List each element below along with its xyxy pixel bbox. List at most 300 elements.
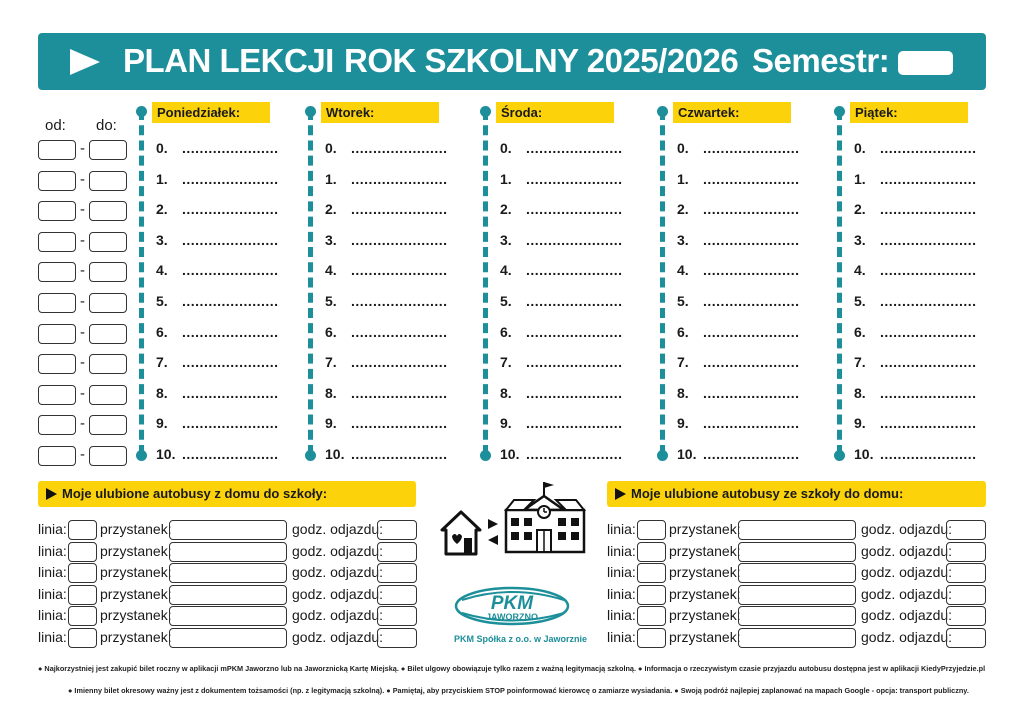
lesson-slot[interactable] [156,354,286,370]
lesson-slot[interactable] [500,232,630,248]
lesson-entry-line: ...................... [351,140,448,156]
lesson-number: 2. [854,201,866,218]
lesson-slot[interactable] [854,324,984,340]
lesson-slot[interactable] [156,415,286,431]
line-field[interactable] [68,520,97,540]
departure-label: godz. odjazdu: [292,629,384,645]
lesson-entry-line: ...................... [182,140,279,156]
lesson-entry-line: ...................... [880,415,977,432]
line-field[interactable] [637,563,666,583]
lesson-slot[interactable] [854,354,984,370]
line-field[interactable] [68,585,97,605]
departure-field[interactable] [377,520,417,540]
time-dash: - [80,293,85,310]
lesson-entry-line: ...................... [880,140,977,156]
lesson-entry-line: ...................... [182,323,279,340]
lesson-number: 9. [854,415,866,432]
lesson-number: 5. [677,293,689,309]
departure-field[interactable] [377,585,417,605]
day-header: Środa: [496,102,614,123]
lesson-entry-line: ...................... [351,262,448,279]
start-time-field[interactable] [38,171,76,191]
end-time-field[interactable] [89,446,127,466]
stop-field[interactable] [169,606,287,626]
school-icon [504,480,586,554]
time-slot-row [38,415,130,437]
line-field[interactable] [637,606,666,626]
time-dash: - [80,170,85,188]
day-column [305,100,455,465]
timeline-dot [305,106,316,117]
start-time-field[interactable] [38,354,76,374]
departure-label: godz. odjazdu: [861,629,953,645]
timeline-dot [480,106,491,117]
lesson-number: 10. [677,446,697,462]
lesson-number: 4. [677,262,689,279]
stop-label: przystanek: [669,607,741,624]
lesson-number: 4. [854,262,866,279]
start-time-field[interactable] [38,140,76,160]
departure-field[interactable] [946,563,986,583]
lesson-entry-line: ...................... [703,354,800,371]
footnote-line-2: ● Imienny bilet okresowy ważny jest z dokumentem tożsamości (np. z legitymacją szkolną). ● Pamiętaj, aby przyciskiem STOP poinformować kierowcę o zamiarze wysiadania. ● Swoją podróż najlepiej zaplanować na mapach Google - opcja: transport publiczny. [68,686,969,695]
lesson-slot[interactable] [156,171,286,187]
lesson-slot[interactable] [854,201,984,217]
lesson-entry-line: ...................... [703,415,800,432]
lesson-entry-line: ...................... [703,323,800,340]
lesson-slot[interactable] [677,385,807,401]
stop-field[interactable] [738,628,856,648]
start-time-field[interactable] [38,446,76,466]
timeline-dot [136,106,147,117]
lesson-slot[interactable] [677,201,807,217]
end-time-field[interactable] [89,293,127,313]
lesson-number: 8. [156,384,168,401]
lesson-number: 6. [156,323,168,340]
line-field[interactable] [68,542,97,562]
lesson-number: 7. [500,354,512,371]
timeline-dot [136,450,147,461]
bus-row-left [38,520,418,541]
lesson-slot[interactable] [325,262,455,278]
end-time-field[interactable] [89,262,127,282]
lesson-entry-line: ...................... [526,323,623,340]
lesson-number: 6. [325,323,337,340]
lesson-entry-line: ...................... [182,231,279,248]
stop-field[interactable] [738,563,856,583]
lesson-number: 5. [156,293,168,309]
lesson-number: 9. [677,415,689,432]
timeline-dot [480,450,491,461]
to-label: do: [96,117,117,134]
stop-field[interactable] [169,520,287,540]
stop-label: przystanek: [669,564,741,581]
svg-text:JAWORZNO: JAWORZNO [485,612,539,622]
start-time-field[interactable] [38,385,76,405]
timeline-line [308,110,313,455]
time-slot-row [38,293,130,315]
lesson-slot[interactable] [156,324,286,340]
lesson-entry-line: ...................... [526,384,623,401]
lesson-number: 3. [677,231,689,248]
lesson-slot[interactable] [677,415,807,431]
lesson-entry-line: ...................... [182,293,279,309]
line-field[interactable] [637,628,666,648]
lesson-slot[interactable] [677,446,807,462]
stop-field[interactable] [169,585,287,605]
lesson-entry-line: ...................... [182,262,279,279]
lesson-entry-line: ...................... [880,231,977,248]
lesson-slot[interactable] [325,232,455,248]
lesson-slot[interactable] [677,354,807,370]
lesson-entry-line: ...................... [526,446,623,462]
lesson-slot[interactable] [854,415,984,431]
end-time-field[interactable] [89,171,127,191]
lesson-slot[interactable] [500,354,630,370]
lesson-entry-line: ...................... [703,231,800,248]
stop-label: przystanek: [100,542,172,559]
line-label: linia: [38,521,67,537]
lesson-number: 8. [854,384,866,401]
start-time-field[interactable] [38,415,76,435]
lesson-slot[interactable] [500,446,630,462]
lesson-entry-line: ...................... [526,293,623,309]
lesson-entry-line: ...................... [526,262,623,279]
line-field[interactable] [637,585,666,605]
lesson-entry-line: ...................... [351,323,448,340]
lesson-number: 0. [156,140,168,156]
lesson-number: 2. [500,201,512,218]
lesson-number: 0. [325,140,337,156]
lesson-entry-line: ...................... [182,201,279,218]
lesson-number: 8. [500,384,512,401]
stop-field[interactable] [169,563,287,583]
departure-label: godz. odjazdu: [861,542,953,559]
departure-label: godz. odjazdu: [292,607,384,624]
lesson-entry-line: ...................... [703,201,800,218]
day-column [657,100,807,465]
lesson-slot[interactable] [500,201,630,217]
lesson-number: 6. [677,323,689,340]
lesson-slot[interactable] [677,171,807,187]
bus-row-left [38,585,418,606]
bus-school-to-home-header: Moje ulubione autobusy ze szkoły do domu: [607,481,986,507]
stop-label: przystanek: [669,629,741,645]
day-column [834,100,984,465]
lesson-number: 7. [677,354,689,371]
arrow-icon [615,488,626,500]
time-dash: - [80,201,85,219]
lesson-entry-line: ...................... [351,384,448,401]
start-time-field[interactable] [38,262,76,282]
lesson-number: 10. [156,446,176,462]
lesson-slot[interactable] [854,232,984,248]
lesson-slot[interactable] [325,324,455,340]
departure-field[interactable] [946,585,986,605]
lesson-number: 10. [500,446,520,462]
time-slot-row [38,232,130,254]
stop-field[interactable] [738,520,856,540]
day-column [136,100,286,465]
lesson-entry-line: ...................... [351,415,448,432]
lesson-number: 10. [325,446,345,462]
lesson-entry-line: ...................... [351,201,448,218]
lesson-number: 7. [854,354,866,371]
line-field[interactable] [68,606,97,626]
page-title: PLAN LEKCJI [123,42,334,79]
timeline-line [139,110,144,455]
departure-field[interactable] [377,628,417,648]
line-field[interactable] [68,628,97,648]
stop-label: przystanek: [100,629,172,645]
lesson-slot[interactable] [677,262,807,278]
lesson-entry-line: ...................... [703,262,800,279]
stop-field[interactable] [738,542,856,562]
lesson-entry-line: ...................... [880,384,977,401]
lesson-number: 8. [677,384,689,401]
lesson-slot[interactable] [500,140,630,156]
lesson-slot[interactable] [325,201,455,217]
arrow-icon [46,488,57,500]
lesson-number: 0. [677,140,689,156]
bus-row-right [607,520,987,541]
lesson-entry-line: ...................... [182,170,279,187]
start-time-field[interactable] [38,232,76,252]
start-time-field[interactable] [38,324,76,344]
lesson-slot[interactable] [500,415,630,431]
lesson-slot[interactable] [325,415,455,431]
lesson-slot[interactable] [500,171,630,187]
lesson-slot[interactable] [854,446,984,462]
lesson-number: 1. [677,170,689,187]
svg-text:PKM: PKM [490,593,534,614]
lesson-slot[interactable] [325,140,455,156]
end-time-field[interactable] [89,415,127,435]
lesson-entry-line: ...................... [703,170,800,187]
lesson-entry-line: ...................... [880,262,977,279]
line-field[interactable] [68,563,97,583]
bus-row-right [607,563,987,584]
day-header: Poniedziałek: [152,102,270,123]
lesson-number: 4. [325,262,337,279]
semester-field[interactable] [898,51,953,75]
bus-row-left [38,628,418,649]
timeline-dot [834,450,845,461]
start-time-field[interactable] [38,201,76,221]
lesson-entry-line: ...................... [351,446,448,462]
day-header: Wtorek: [321,102,439,123]
time-slot-row [38,201,130,223]
time-slot-row [38,140,130,162]
lesson-number: 8. [325,384,337,401]
timeline-line [483,110,488,455]
end-time-field[interactable] [89,324,127,344]
lesson-entry-line: ...................... [351,293,448,309]
bus-row-right [607,542,987,563]
lesson-number: 5. [854,293,866,309]
lesson-number: 0. [854,140,866,156]
lesson-slot[interactable] [500,262,630,278]
line-label: linia: [607,542,636,559]
line-label: linia: [38,607,67,624]
bus-row-left [38,542,418,563]
stop-label: przystanek: [100,585,172,602]
time-slot-row [38,385,130,407]
lesson-slot[interactable] [325,446,455,462]
lesson-number: 2. [677,201,689,218]
departure-field[interactable] [946,520,986,540]
line-field[interactable] [637,542,666,562]
departure-label: godz. odjazdu: [292,542,384,559]
lesson-slot[interactable] [156,446,286,462]
lesson-number: 4. [156,262,168,279]
lesson-entry-line: ...................... [526,415,623,432]
lesson-slot[interactable] [854,385,984,401]
lesson-entry-line: ...................... [526,231,623,248]
direction-arrows-icon [485,517,501,547]
lesson-number: 9. [156,415,168,432]
lesson-slot[interactable] [156,385,286,401]
lesson-number: 0. [500,140,512,156]
bus-row-left [38,606,418,627]
lesson-slot[interactable] [325,171,455,187]
stop-field[interactable] [738,606,856,626]
lesson-slot[interactable] [677,232,807,248]
departure-label: godz. odjazdu: [292,521,384,537]
departure-label: godz. odjazdu: [861,607,953,624]
lesson-entry-line: ...................... [880,201,977,218]
lesson-slot[interactable] [854,171,984,187]
day-header: Piątek: [850,102,968,123]
day-column [480,100,630,465]
from-label: od: [45,117,66,134]
line-field[interactable] [637,520,666,540]
lesson-entry-line: ...................... [351,354,448,371]
lesson-slot[interactable] [854,262,984,278]
lesson-number: 3. [500,231,512,248]
lesson-entry-line: ...................... [526,140,623,156]
departure-field[interactable] [377,542,417,562]
lesson-entry-line: ...................... [351,231,448,248]
lesson-slot[interactable] [854,293,984,309]
stop-label: przystanek: [100,564,172,581]
line-label: linia: [607,585,636,602]
line-label: linia: [38,629,67,645]
end-time-field[interactable] [89,140,127,160]
stop-label: przystanek: [669,542,741,559]
lesson-slot[interactable] [677,324,807,340]
timeline-dot [305,450,316,461]
play-arrow-icon [70,49,100,75]
departure-field[interactable] [946,606,986,626]
stop-field[interactable] [169,628,287,648]
time-dash: - [80,446,85,463]
lesson-slot[interactable] [677,140,807,156]
departure-field[interactable] [377,563,417,583]
line-label: linia: [38,585,67,602]
departure-label: godz. odjazdu: [292,564,384,581]
lesson-slot[interactable] [325,385,455,401]
timeline-dot [834,106,845,117]
lesson-number: 4. [500,262,512,279]
departure-field[interactable] [377,606,417,626]
stop-field[interactable] [169,542,287,562]
stop-label: przystanek: [100,607,172,624]
semester-label: Semestr: [752,42,890,79]
lesson-number: 9. [500,415,512,432]
lesson-slot[interactable] [156,293,286,309]
lesson-slot[interactable] [500,324,630,340]
departure-field[interactable] [946,628,986,648]
end-time-field[interactable] [89,232,127,252]
stop-field[interactable] [738,585,856,605]
lesson-slot[interactable] [500,385,630,401]
lesson-number: 9. [325,415,337,432]
end-time-field[interactable] [89,201,127,221]
departure-label: godz. odjazdu: [861,585,953,602]
lesson-entry-line: ...................... [182,354,279,371]
lesson-slot[interactable] [325,293,455,309]
bus-row-right [607,628,987,649]
lesson-number: 1. [854,170,866,187]
time-dash: - [80,384,85,402]
lesson-entry-line: ...................... [526,170,623,187]
lesson-number: 1. [325,170,337,187]
lesson-slot[interactable] [677,293,807,309]
departure-label: godz. odjazdu: [292,585,384,602]
line-label: linia: [607,564,636,581]
timeline-line [660,110,665,455]
bus-row-right [607,585,987,606]
lesson-entry-line: ...................... [526,354,623,371]
lesson-number: 5. [325,293,337,309]
lesson-slot[interactable] [500,293,630,309]
lesson-number: 2. [325,201,337,218]
departure-label: godz. odjazdu: [861,564,953,581]
lesson-entry-line: ...................... [182,446,279,462]
lesson-entry-line: ...................... [703,293,800,309]
day-header: Czwartek: [673,102,791,123]
home-icon [440,510,482,556]
lesson-slot[interactable] [156,201,286,217]
line-label: linia: [607,521,636,537]
end-time-field[interactable] [89,385,127,405]
lesson-slot[interactable] [156,232,286,248]
lesson-number: 7. [156,354,168,371]
lesson-slot[interactable] [156,140,286,156]
timeline-dot [657,450,668,461]
lesson-entry-line: ...................... [703,446,800,462]
lesson-number: 6. [500,323,512,340]
lesson-slot[interactable] [854,140,984,156]
departure-label: godz. odjazdu: [861,521,953,537]
departure-field[interactable] [946,542,986,562]
time-dash: - [80,140,85,157]
lesson-number: 2. [156,201,168,218]
start-time-field[interactable] [38,293,76,313]
end-time-field[interactable] [89,354,127,374]
lesson-entry-line: ...................... [182,415,279,432]
lesson-slot[interactable] [325,354,455,370]
lesson-entry-line: ...................... [880,170,977,187]
lesson-number: 1. [156,170,168,187]
lesson-entry-line: ...................... [880,323,977,340]
line-label: linia: [38,564,67,581]
lesson-entry-line: ...................... [351,170,448,187]
pkm-logo [454,586,571,626]
lesson-slot[interactable] [156,262,286,278]
time-dash: - [80,323,85,341]
